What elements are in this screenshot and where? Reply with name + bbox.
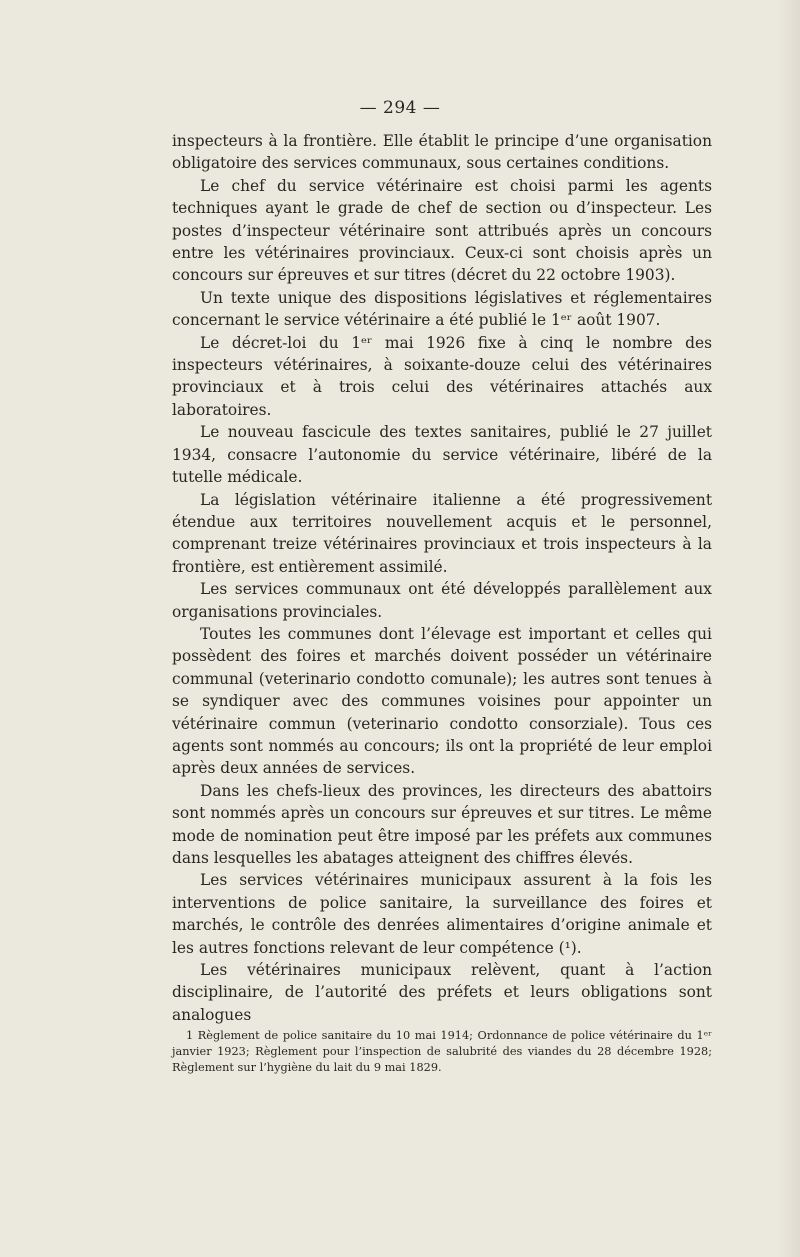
page-edge-shadow: [778, 0, 800, 1257]
paragraph: Le chef du service vétérinaire est choisi parmi les agents techniques ayant le grade de chef de section ou d’inspecteur. Les postes d’inspecteur vétérinaire sont attribués après un concours entre les vétérinaires provinciaux. Ceux-ci sont choisis après un concours sur épreuves et sur titres (décret du 22 octobre 1903).: [172, 176, 712, 285]
paragraph: Les services vétérinaires municipaux assurent à la fois les interventions de police sanitaire, la surveillance des foires et marchés, le contrôle des denrées alimentaires d’origine animale et les autres fonctions relevant de leur compétence (¹).: [172, 871, 712, 957]
page-number: — 294 —: [359, 98, 441, 118]
paragraph: Le nouveau fascicule des textes sanitaires, publié le 27 juillet 1934, consacre l’autonomie du service vétérinaire, libéré de la tutelle médicale.: [172, 423, 712, 487]
footnote: 1 Règlement de police sanitaire du 10 mai 1914; Ordonnance de police vétérinaire du 1ᵉʳ janvier 1923; Règlement pour l’inspection de salubrité des viandes du 28 décembre 1928; Règlement sur l’hygiène du lait du 9 mai 1829.: [172, 1029, 712, 1074]
body-text: [172, 130, 712, 1026]
paragraph: La législation vétérinaire italienne a été progressivement étendue aux territoires nouvellement acquis et le personnel, comprenant treize vétérinaires provinciaux et trois inspecteurs à la frontière, est entièrement assimilé.: [172, 490, 712, 576]
paragraph: Les services communaux ont été développés parallèlement aux organisations provinciales.: [172, 580, 712, 621]
paragraph: Les vétérinaires municipaux relèvent, quant à l’action disciplinaire, de l’autorité des préfets et leurs obligations sont analogues: [172, 961, 712, 1024]
paragraph: Dans les chefs-lieux des provinces, les directeurs des abattoirs sont nommés après un concours sur épreuves et sur titres. Le même mode de nomination peut être imposé par les préfets aux communes dans lesquelles les abatages atteignent des chiffres élevés.: [172, 781, 712, 867]
paragraph: Toutes les communes dont l’élevage est important et celles qui possèdent des foires et marchés doivent posséder un vétérinaire communal (veterinario condotto comunale); les autres sont tenues à se syndiquer avec des communes voisines pour appointer un vétérinaire commun (veterinario condotto consorziale). Tous ces agents sont nommés au concours; ils ont la propriété de leur emploi après deux années de services.: [172, 624, 712, 778]
paragraph: inspecteurs à la frontière. Elle établit le principe d’une organisation obligatoire des services communaux, sous certaines conditions.: [172, 132, 712, 173]
paragraph: Un texte unique des dispositions législatives et réglementaires concernant le service vétérinaire a été publié le 1ᵉʳ août 1907.: [172, 288, 712, 330]
paragraph: Le décret-loi du 1ᵉʳ mai 1926 fixe à cinq le nombre des inspecteurs vétérinaires, à soixante-douze celui des vétérinaires provinciaux et à trois celui des vétérinaires attachés aux laboratoires.: [172, 333, 712, 419]
